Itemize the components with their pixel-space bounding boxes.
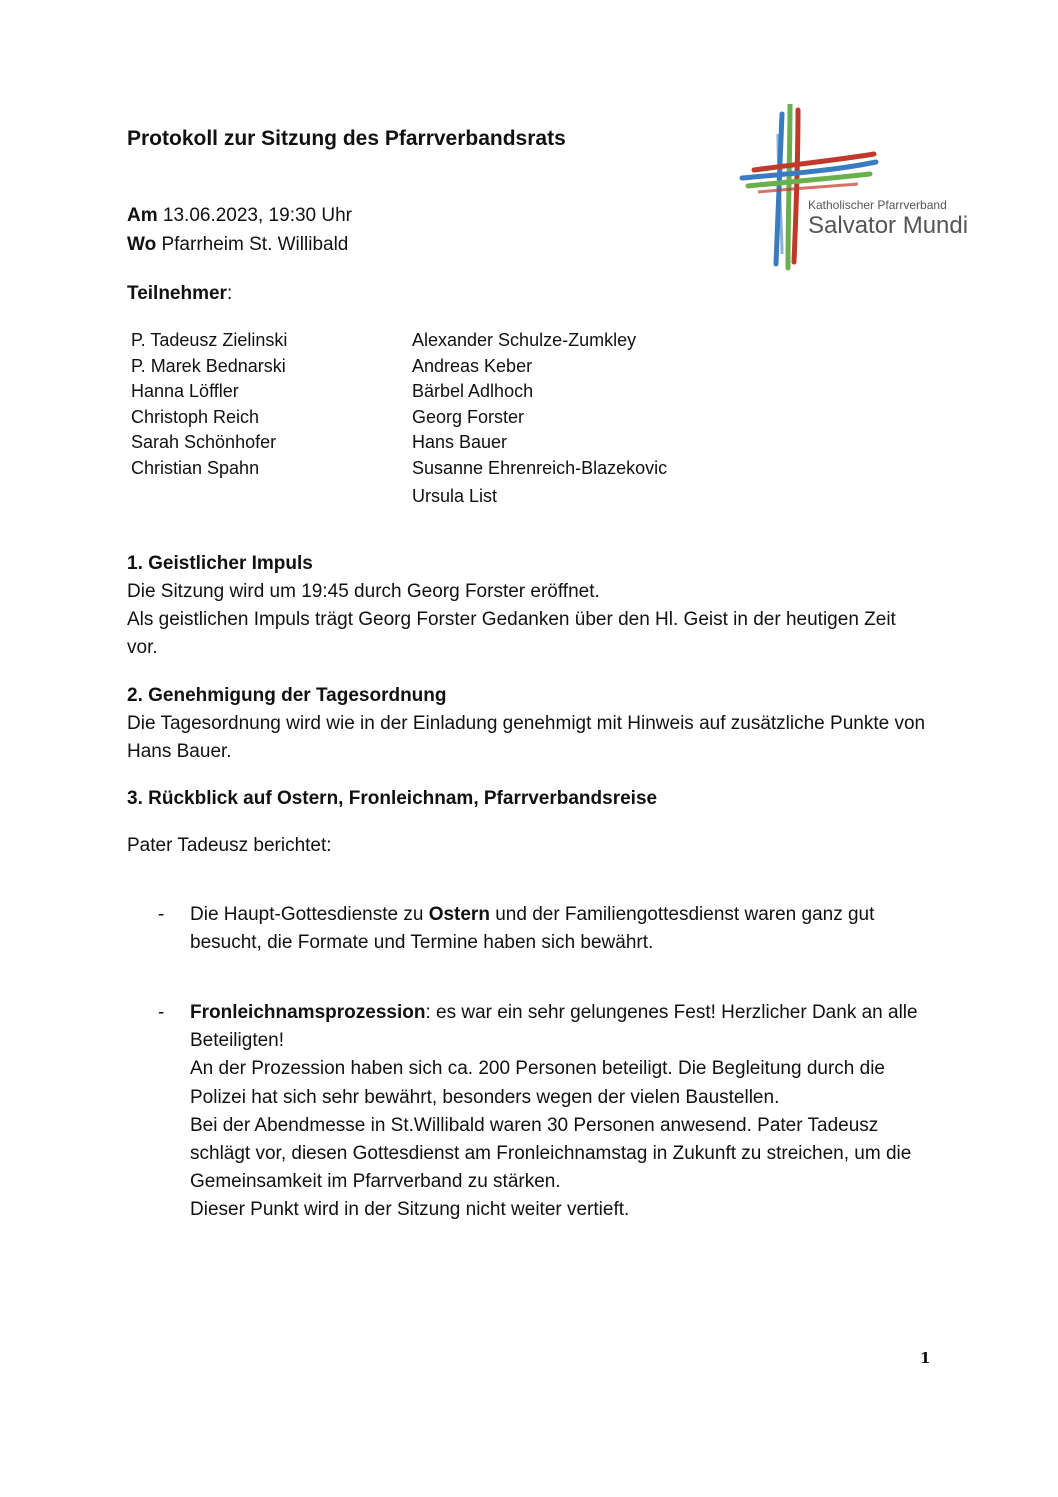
date-value: 13.06.2023, 19:30 Uhr (162, 205, 352, 226)
section-3 (127, 785, 927, 860)
parish-logo (738, 104, 994, 272)
section-text: Die Sitzung wird um 19:45 durch Georg Forster eröffnet. (127, 581, 600, 602)
list-item-text: Die Haupt-Gottesdienste zu Ostern und der Familiengottesdienst waren ganz gut besucht, die Formate und Termine haben sich bewährt. (190, 904, 875, 954)
cross-icon (738, 104, 994, 272)
section-2 (127, 682, 927, 766)
section-1 (127, 550, 927, 662)
section-heading: 2. Genehmigung der Tagesordnung (127, 685, 447, 706)
place-value: Pfarrheim St. Willibald (161, 234, 349, 255)
list-item (158, 999, 928, 1225)
section-heading: 3. Rückblick auf Ostern, Fronleichnam, Pfarrverbandsreise (127, 788, 658, 809)
participant: Andreas Keber (412, 355, 533, 376)
participant: Christian Spahn (131, 457, 260, 478)
meeting-place (127, 234, 348, 256)
section-text: Pater Tadeusz berichtet: (127, 835, 332, 856)
participant: P. Tadeusz Zielinski (131, 330, 288, 350)
date-label: Am (127, 205, 158, 226)
list-item (158, 901, 928, 957)
participant: Ursula List (412, 485, 498, 506)
meeting-date (127, 205, 352, 227)
participant: Georg Forster (412, 406, 525, 427)
page-number: 1 (920, 1349, 931, 1367)
participant: Hans Bauer (412, 432, 508, 453)
participant: Alexander Schulze-Zumkley (412, 330, 637, 350)
list-dash: - (158, 1002, 165, 1023)
list-item-text: Fronleichnamsprozession: es war ein sehr gelungenes Fest! Herzlicher Dank an alle Beteiligten! An der Prozession haben sich ca. 200 Personen beteiligt. Die Begleitung durch die Polizei hat sich sehr bewährt, besonders wegen der vielen Baustellen. Bei der Abendmesse in St.Willibald waren 30 Personen anwesend. Pater Tadeusz schlägt vor, diesen Gottesdienst am Fronleichnamstag in Zukunft zu streichen, um die Gemeinsamkeit im Pfarrverband zu stärken. Dieser Punkt wird in der Sitzung nicht weiter vertieft. (190, 1002, 918, 1221)
section-text: Als geistlichen Impuls trägt Georg Forster Gedanken über den Hl. Geist in der heutigen Zeit vor. (127, 609, 896, 658)
participant: Bärbel Adlhoch (412, 381, 534, 402)
logo-text-small: Katholischer Pfarrverband (808, 198, 947, 212)
participant: Hanna Löffler (131, 381, 239, 402)
document-title: Protokoll zur Sitzung des Pfarrverbandsrats (127, 127, 566, 150)
participant: P. Marek Bednarski (131, 355, 286, 376)
participant: Susanne Ehrenreich-Blazekovic (412, 457, 668, 478)
participants-heading: Teilnehmer: (127, 283, 233, 304)
section-text: Die Tagesordnung wird wie in der Einladung genehmigt mit Hinweis auf zusätzliche Punkte von Hans Bauer. (127, 713, 926, 762)
participants-column-1 (131, 328, 287, 482)
section-heading: 1. Geistlicher Impuls (127, 553, 313, 574)
place-label: Wo (127, 234, 157, 255)
participant: Sarah Schönhofer (131, 432, 277, 453)
participants-column-2 (412, 328, 667, 509)
logo-text-large: Salvator Mundi (808, 212, 969, 239)
participant: Christoph Reich (131, 406, 260, 427)
list-dash: - (158, 904, 165, 925)
